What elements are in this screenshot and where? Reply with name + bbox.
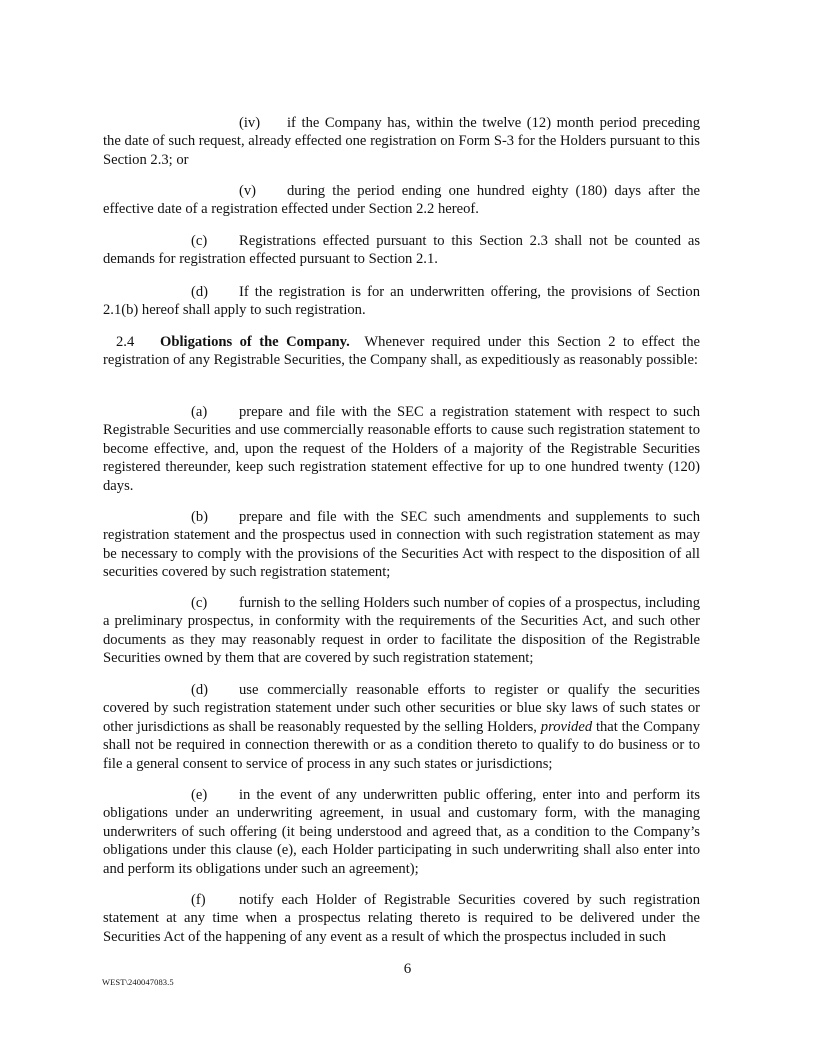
paragraph-f xyxy=(103,891,700,946)
document-reference: WEST\240047083.5 xyxy=(102,977,174,987)
clause-text: prepare and file with the SEC a registration statement with respect to such Registrable Securities and use commercially reasonable efforts to cause such registration statement to become effective, and, upon the request of the Holders of a majority of the Registrable Securities registered thereunder, keep such registration statement effective for up to one hundred twenty (120) days. xyxy=(103,404,700,494)
section-heading: Obligations of the Company. xyxy=(160,334,350,350)
clause-text: Registrations effected pursuant to this Section 2.3 shall not be counted as demands for registration effected pursuant to Section 2.1. xyxy=(103,233,700,268)
section-number: 2.4 xyxy=(116,334,135,350)
paragraph-v xyxy=(103,182,700,219)
paragraph-iv xyxy=(103,114,700,169)
clause-number: (b) xyxy=(191,509,209,525)
clause-number: (e) xyxy=(191,787,208,803)
paragraph-a xyxy=(103,403,700,495)
clause-text: furnish to the selling Holders such number of copies of a prospectus, including a preliminary prospectus, in conformity with the requirements of the Securities Act, and such other documents as they may reasonably request in order to facilitate the disposition of the Registrable Securities owned by them that are covered by such registration statement; xyxy=(103,595,700,667)
clause-number: (c) xyxy=(191,595,208,611)
page-number: 6 xyxy=(403,961,412,977)
clause-text: prepare and file with the SEC such amendments and supplements to such registration statement and the prospectus used in connection with such registration statement as may be necessary to comply with the provisions of the Securities Act with respect to the disposition of all securities covered by such registration statement; xyxy=(103,509,700,581)
clause-number: (c) xyxy=(191,233,208,249)
clause-text: notify each Holder of Registrable Securities covered by such registration statement at any time when a prospectus relating thereto is required to be delivered under the Securities Act of the happening of any event as a result of which the prospectus included in such xyxy=(103,892,700,945)
clause-number: (a) xyxy=(191,404,208,420)
clause-number: (v) xyxy=(239,183,257,199)
paragraph-d-register xyxy=(103,681,700,773)
section-text: Whenever required under this Section 2 to effect the registration of any Registrable Securities, the Company shall, as expeditiously as reasonably possible: xyxy=(103,334,700,369)
paragraph-b xyxy=(103,508,700,582)
clause-number: (d) xyxy=(191,284,209,300)
clause-number: (f) xyxy=(191,892,206,908)
clause-text: during the period ending one hundred eighty (180) days after the effective date of a registration effected under Section 2.2 hereof. xyxy=(103,183,700,218)
clause-text: if the Company has, within the twelve (12) month period preceding the date of such request, already effected one registration on Form S-3 for the Holders pursuant to this Section 2.3; or xyxy=(103,115,700,168)
paragraph-c-registrations xyxy=(103,232,700,269)
paragraph-c-furnish xyxy=(103,594,700,668)
paragraph-e xyxy=(103,786,700,878)
paragraph-d-underwritten xyxy=(103,283,700,320)
clause-number: (iv) xyxy=(239,115,261,131)
section-2-4 xyxy=(103,333,700,370)
clause-text: If the registration is for an underwritten offering, the provisions of Section 2.1(b) hereof shall apply to such registration. xyxy=(103,284,700,319)
clause-text-before: use commercially reasonable efforts to register or qualify the securities covered by such registration statement under such other securities or blue sky laws of such states or other jurisdictions as shall be reasonably requested by the selling Holders, xyxy=(103,682,700,735)
clause-text: in the event of any underwritten public offering, enter into and perform its obligations under an underwriting agreement, in usual and customary form, with the managing underwriters of such offering (it being understood and agreed that, as a condition to the Company’s obligations under this clause (e), each Holder participating in such underwriting shall also enter into and perform its obligations under such an agreement); xyxy=(103,787,700,877)
clause-number: (d) xyxy=(191,682,209,698)
clause-text-after: that the Company shall not be required in connection therewith or as a condition thereto to qualify to do business or to file a general consent to service of process in any such states or jurisdictions; xyxy=(103,718,701,772)
clause-italic-term: provided xyxy=(540,718,593,735)
